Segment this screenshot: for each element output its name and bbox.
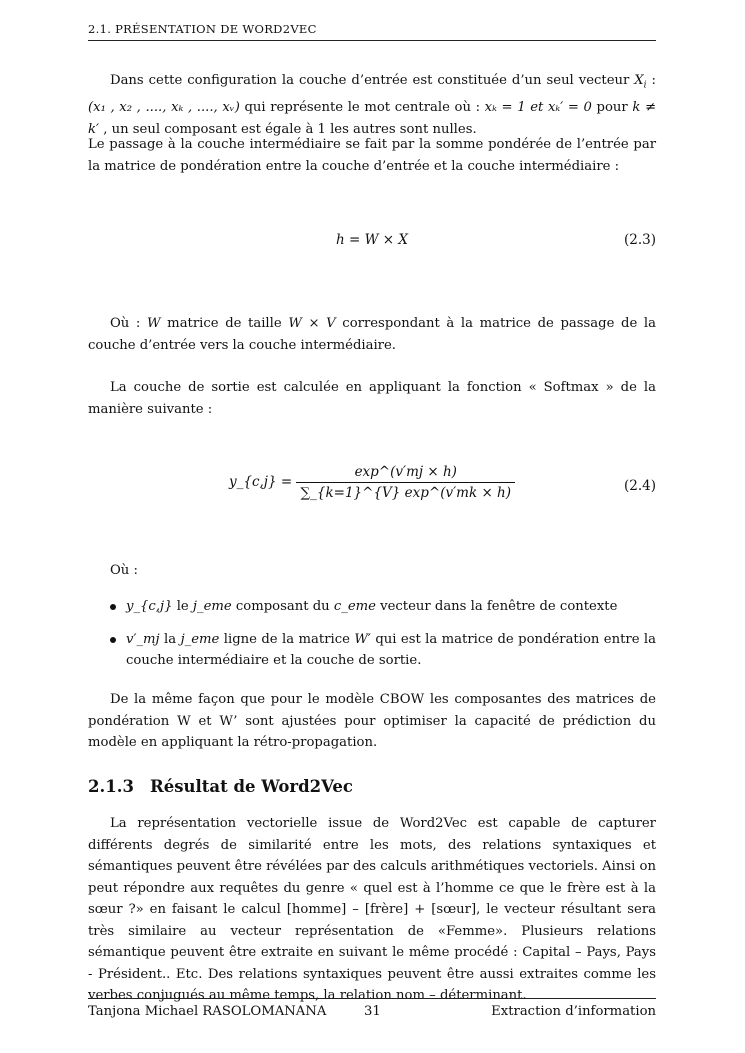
section-number: 2.1.3	[88, 777, 134, 796]
paragraph-word2vec-results: La représentation vectorielle issue de Word2Vec est capable de capturer différents degrés de similarité entre les mots, des relations syntaxiques et sémantiques peuvent être révélées par des calculs arithmétiques vectoriels. Ainsi on peut répondre aux requêtes du genre « quel est à l’homme ce que le frère est à la sœur ?» en faisant le calcul [homme] – [frère] + [sœur], le vecteur résultant sera très similaire au vecteur représentation de «Femme». Plusieurs relations sémantique peuvent être extraite en suivant le même procédé : Capital – Pays, Pays - Président.. Etc. Des relations syntaxiques peuvent être aussi extraites comme les verbes conjugués au même temps, la relation nom – déterminant.	[88, 816, 656, 1003]
list-item: y_{c,j} le j_eme composant du c_eme vecteur dans la fenêtre de contexte	[110, 596, 656, 618]
paragraph-softmax: La couche de sortie est calculée en appliquant la fonction « Softmax » de la manière suivante :	[88, 380, 656, 417]
paragraph-w-definition: Où : W matrice de taille W × V correspondant à la matrice de passage de la couche d’entrée vers la couche intermédiaire.	[88, 316, 656, 353]
equation-2-3	[88, 232, 656, 262]
paragraph-input-layer: Dans cette configuration la couche d’entrée est constituée d’un seul vecteur $X_i$ : (x₁ , x₂ , ...., xₖ , ...., xᵥ) qui représente le mot centrale où : xₖ = 1 et xₖ′ = 0 pour k ≠ k′ , un seul composant est égale à 1 les autres sont nulles.	[88, 73, 657, 137]
footer-author: Tanjona Michael RASOLOMANANA	[88, 1004, 327, 1019]
footer-chapter: Extraction d’information	[491, 1004, 656, 1019]
footer-divider	[88, 998, 656, 999]
softmax-fraction	[296, 464, 515, 501]
running-header: 2.1. PRÉSENTATION DE WORD2VEC	[88, 22, 656, 41]
equation-lhs: y_{c,j} =	[228, 474, 293, 490]
bullet-icon	[110, 637, 116, 643]
equation-number: (2.3)	[623, 232, 656, 248]
bullet-icon	[110, 604, 116, 610]
list-item: v′_mj la j_eme ligne de la matrice W′ qui est la matrice de pondération entre la couche intermédiaire et la couche de sortie.	[110, 629, 656, 672]
section-title: Résultat de Word2Vec	[150, 777, 353, 796]
paragraph-cbow: De la même façon que pour le modèle CBOW les composantes des matrices de pondération W et W’ sont ajustées pour optimiser la capacité de prédiction du modèle en appliquant la rétro-propagation.	[88, 692, 656, 750]
definition-list	[110, 596, 656, 683]
fraction-denominator: ∑_{k=1}^{V} exp^(v′mk × h)	[300, 485, 512, 501]
paragraph-weighted-sum: Le passage à la couche intermédiaire se fait par la somme pondérée de l’entrée par la matrice de pondération entre la couche d’entrée et la couche intermédiaire :	[88, 137, 656, 174]
section-heading	[88, 777, 656, 796]
equation-2-4	[88, 464, 656, 510]
where-label: Où :	[110, 563, 138, 578]
equation-expression: h = W × X	[336, 232, 408, 248]
page-number: 31	[364, 1004, 381, 1019]
fraction-numerator: exp^(v′mj × h)	[296, 464, 515, 483]
equation-number: (2.4)	[623, 478, 656, 494]
